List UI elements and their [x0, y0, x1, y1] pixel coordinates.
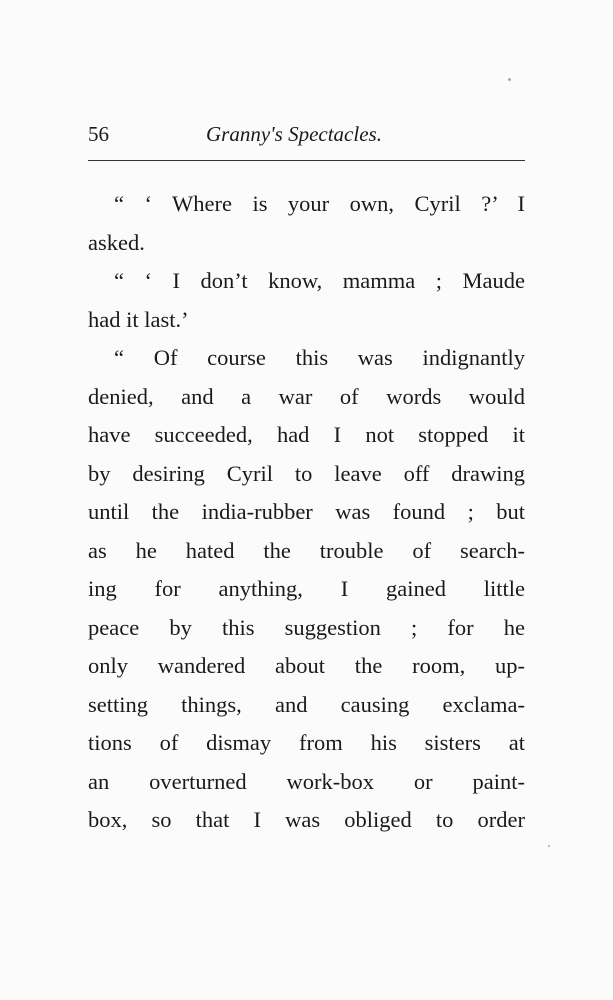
text-line: ing for anything, I gained little: [88, 576, 525, 601]
body-text: [88, 185, 525, 840]
text-line: tions of dismay from his sisters at: [88, 730, 525, 755]
text-line: denied, and a war of words would: [88, 383, 525, 409]
text-line: as he hated the trouble of search-: [88, 537, 525, 563]
paper-speck: [548, 845, 550, 847]
text-line: asked.: [88, 229, 145, 255]
text-line: only wandered about the room, up-: [88, 653, 525, 678]
text-line: box, so that I was obliged to order: [88, 807, 525, 832]
text-line: “ ‘ Where is your own, Cyril ?’ I: [114, 191, 525, 216]
text-line: “ Of course this was indignantly: [114, 345, 525, 370]
header-rule: [88, 160, 525, 161]
text-line: had it last.’: [88, 306, 189, 332]
text-line: an overturned work-box or paint-: [88, 768, 525, 794]
running-title: Granny's Spectacles.: [206, 122, 382, 146]
running-head: [88, 122, 525, 158]
text-line: by desiring Cyril to leave off drawing: [88, 460, 525, 486]
paper-speck: [508, 78, 511, 81]
text-line: peace by this suggestion ; for he: [88, 614, 525, 640]
text-line: setting things, and causing exclama-: [88, 691, 525, 717]
text-line: “ ‘ I don’t know, mamma ; Maude: [114, 268, 525, 293]
text-line: have succeeded, had I not stopped it: [88, 422, 525, 447]
page-number: 56: [88, 122, 109, 146]
text-line: until the india-rubber was found ; but: [88, 499, 525, 524]
